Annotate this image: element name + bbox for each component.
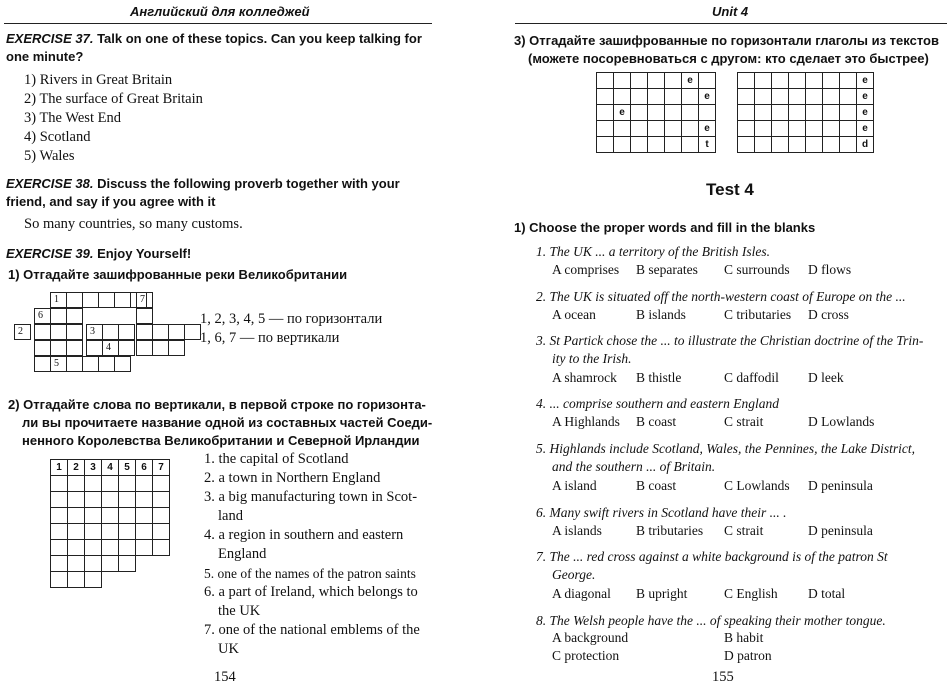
option: D peninsula — [808, 478, 873, 493]
question: 3. St Partick chose the ... to illustrate the Christian doctrine of the Trin- — [536, 333, 924, 348]
right-running-header: Unit 4 — [712, 4, 749, 19]
exercise-37-heading: EXERCISE 37. Talk on one of these topics. Can you keep talking for one minute? — [6, 31, 422, 64]
page-number-left: 154 — [214, 669, 236, 685]
right-header-rule — [515, 23, 947, 24]
page-number-right: 155 — [712, 669, 734, 685]
exercise-38-heading: EXERCISE 38. Discuss the following proverb together with your friend, and say if you agree with it — [6, 176, 400, 209]
exercise-39-heading: EXERCISE 39. Enjoy Yourself! — [6, 246, 192, 261]
verb-grid-2: e e e e d — [737, 72, 874, 153]
task3-title: 3) Отгадайте зашифрованные по горизонтали глаголы из текстов (можете посоревноваться с другом: кто сделает это быстрее) — [514, 33, 939, 66]
option: B coast — [636, 414, 677, 429]
clue: 5. one of the names of the patron saints — [204, 566, 416, 581]
option: A Highlands — [552, 414, 620, 429]
clue: 7. one of the national emblems of the — [204, 622, 420, 638]
option: B separates — [636, 262, 698, 277]
question: 1. The UK ... a territory of the British Isles. — [536, 244, 770, 259]
question: 2. The UK is situated off the north-western coast of Europe on the ... — [536, 289, 906, 304]
question: 7. The ... red cross against a white background is of the patron St — [536, 549, 888, 564]
option: A comprises — [552, 262, 620, 277]
option: A island — [552, 478, 597, 493]
option: D cross — [808, 307, 849, 322]
option: C protection — [552, 648, 620, 663]
option: C English — [724, 586, 778, 601]
option: D total — [808, 586, 846, 601]
task1-title: 1) Отгадайте зашифрованные реки Великобритании — [8, 267, 348, 282]
clue: the UK — [218, 603, 261, 619]
topic: 3) The West End — [24, 110, 121, 126]
test-title: Test 4 — [706, 180, 754, 199]
question: 4. ... comprise southern and eastern England — [536, 396, 779, 411]
option: C surrounds — [724, 262, 790, 277]
option: C strait — [724, 523, 764, 538]
clue: 2. a town in Northern England — [204, 470, 381, 486]
option: B coast — [636, 478, 677, 493]
left-running-header: Английский для колледжей — [130, 4, 310, 19]
question-cont: and the southern ... of Britain. — [552, 459, 716, 474]
clue: 6. a part of Ireland, which belongs to — [204, 584, 418, 600]
option: A ocean — [552, 307, 596, 322]
proverb: So many countries, so many customs. — [24, 216, 243, 232]
test-instruction: 1) Choose the proper words and fill in the blanks — [514, 220, 816, 235]
option: B islands — [636, 307, 686, 322]
topic: 4) Scotland — [24, 129, 91, 145]
crossword-clues — [204, 450, 439, 659]
option: D Lowlands — [808, 414, 875, 429]
task2-title: 2) Отгадайте слова по вертикали, в первой строке по горизонта- ли вы прочитаете название одной из составных частей Соеди- ненного Королевства Великобритании и Северной Ирландии — [8, 397, 433, 448]
rivers-hint: 1, 2, 3, 4, 5 — по горизонтали 1, 6, 7 — по вертикали — [200, 311, 383, 346]
clue: England — [218, 546, 267, 562]
option: A background — [552, 630, 629, 645]
ex37-topics — [24, 71, 203, 166]
question-cont: ity to the Irish. — [552, 351, 632, 366]
left-header-rule — [4, 23, 432, 24]
verb-grid-1: e e e e t — [596, 72, 716, 153]
option: B tributaries — [636, 523, 704, 538]
option: D leek — [808, 370, 844, 385]
rivers-crossword: 1 7 6 2 3 4 5 — [14, 292, 194, 374]
question-cont: George. — [552, 567, 596, 582]
question: 6. Many swift rivers in Scotland have their ... . — [536, 505, 787, 520]
vertical-crossword: 1 2 3 4 5 6 7 — [50, 459, 170, 588]
option: A shamrock — [552, 370, 617, 385]
topic: 5) Wales — [24, 148, 75, 164]
option: A islands — [552, 523, 602, 538]
clue: UK — [218, 641, 239, 657]
topic: 2) The surface of Great Britain — [24, 91, 203, 107]
option: B habit — [724, 630, 764, 645]
option: B upright — [636, 586, 688, 601]
option: D peninsula — [808, 523, 873, 538]
option: D flows — [808, 262, 852, 277]
option: C Lowlands — [724, 478, 790, 493]
option: B thistle — [636, 370, 682, 385]
option: C strait — [724, 414, 764, 429]
option: A diagonal — [552, 586, 611, 601]
clue: 3. a big manufacturing town in Scot- — [204, 489, 418, 505]
clue: 1. the capital of Scotland — [204, 451, 349, 467]
topic: 1) Rivers in Great Britain — [24, 72, 173, 88]
clue: 4. a region in southern and eastern — [204, 527, 404, 543]
clue: land — [218, 508, 243, 524]
question: 8. The Welsh people have the ... of speaking their mother tongue. — [536, 613, 886, 628]
option: C daffodil — [724, 370, 779, 385]
option: D patron — [724, 648, 772, 663]
option: C tributaries — [724, 307, 792, 322]
question: 5. Highlands include Scotland, Wales, the Pennines, the Lake District, — [536, 441, 915, 456]
